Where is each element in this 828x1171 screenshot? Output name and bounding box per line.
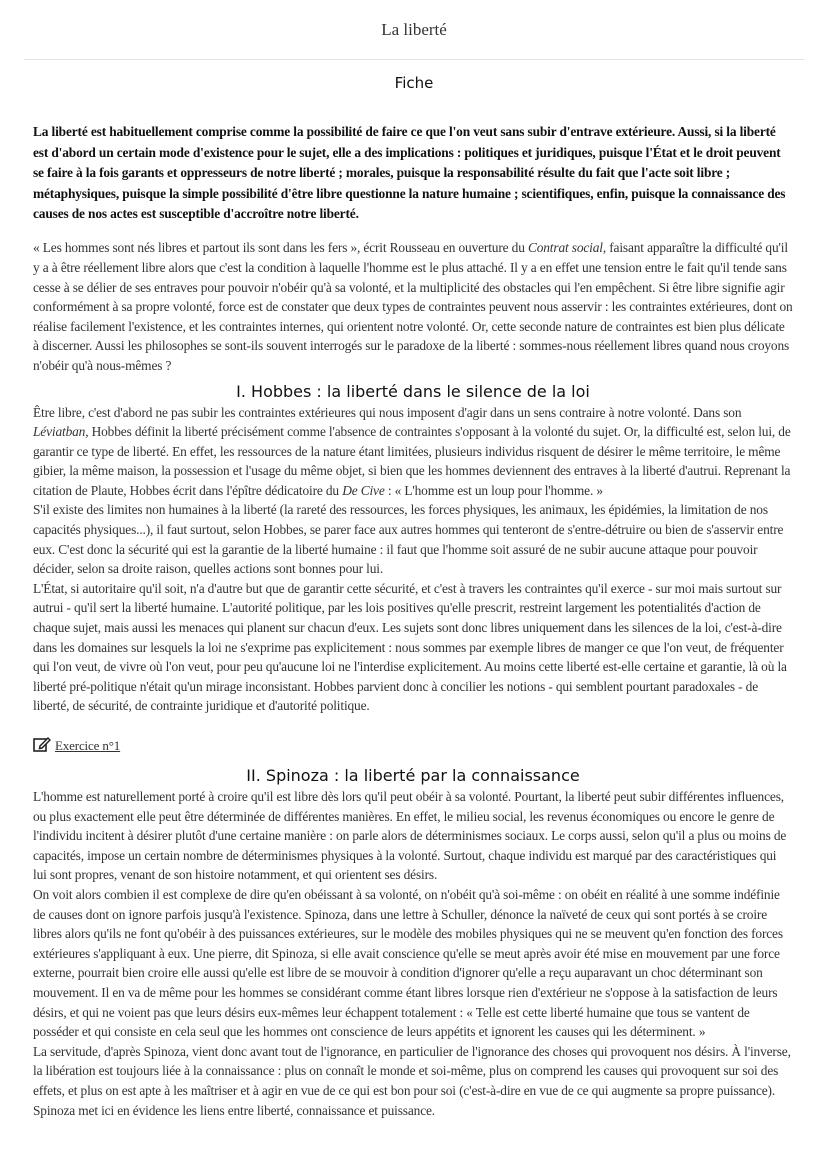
text: , faisant apparaître la difficulté qu'il y a à être réellement libre alors que c'est la condition à laquelle l'homme est le plus attaché. Il y a en effet une tension entre le fait qu'il tende sans cesse à se délier de ses entraves pour pouvoir n'obéir qu'à sa volonté, et la multiplicité des obstacles qui l'en empêchent. Si être libre signifie agir conformément à sa propre volonté, force est de constater que deux types de contraintes peuvent nous asservir : les contraintes extérieures, dont on réalise facilement l'existence, et les contraintes internes, qui orientent notre volonté. Or, cette seconde nature de contraintes est bien plus délicate à discerner. Aussi les philosophes se sont-ils souvent interrogés sur le paradoxe de la liberté : sommes-nous réellement libres quand nous croyons n'obéir qu'à nous-mêmes ? (33, 240, 793, 373)
spinoza-paragraph-1: L'homme est naturellement porté à croire qu'il est libre dès lors qu'il peut obéir à sa volonté. Pourtant, la liberté peut subir différentes influences, ou plus exactement elle peut être déterminée de différentes manières. En effet, le milieu social, les revenus économiques ou encore le genre de l'individu incitent à désirer plutôt d'une certaine manière : on parle alors de déterminismes sociaux. Le corps aussi, selon qu'il a plus ou moins de capacités, impose un certain nombre de déterminismes physiques à la volonté. Surtout, chaque individu est marqué par des caractéristiques qui lui sont propres, venant de son histoire notamment, et qui orientent ses désirs. (33, 789, 787, 883)
divider (24, 59, 804, 60)
text: « Les hommes sont nés libres et partout ils sont dans les fers », écrit Rousseau en ouverture du (33, 240, 528, 256)
edit-icon (33, 736, 51, 756)
book-title: Contrat social (527, 240, 603, 256)
spinoza-paragraph-2: On voit alors combien il est complexe de dire qu'en obéissant à sa volonté, on n'obéit qu'à soi-même : on obéit en réalité à une somme indéfinie de causes dont on ignore parfois jusqu'à l'existence. Spinoza, dans une lettre à Schuller, dénonce la naïveté de ceux qui sont portés à se croire libres alors qu'ils ne font qu'obéir à des puissances extérieures, sur le modèle des mobiles physiques qui ne se meuvent qu'en fonction des forces extérieures s'appliquant à eux. Une pierre, dit Spinoza, si elle avait conscience qu'elle se meut après avoir été mise en mouvement par une force externe, pourrait bien croire elle aussi qu'elle est libre de se mouvoir à condition d'ignorer qu'elle a reçu auparavant un choc déterminant son mouvement. Il en va de même pour les hommes se considérant comme étant libres lorsque rien d'extérieur ne s'oppose à la satisfaction de leurs désirs, et qui ne voient pas que leurs désirs eux-mêmes leur échappent totalement : « Telle est cette liberté humaine que tous se vantent de posséder et qui consiste en cela seul que les hommes ont conscience de leurs appétits et ignorent les causes qui les déterminent. » (33, 886, 783, 1040)
section-heading-spinoza: II. Spinoza : la liberté par la connaissance (246, 766, 580, 786)
text: Être libre, c'est d'abord ne pas subir les contraintes extérieures qui nous imposent d'agir dans un sens contraire à notre volonté. Dans son (33, 404, 742, 420)
intro-summary: La liberté est habituellement comprise comme la possibilité de faire ce que l'on veut sans subir d'entrave extérieure. Aussi, si la liberté est d'abord un certain mode d'existence pour le sujet, elle a des implications : politiques et juridiques, puisque l'État et le droit peuvent se faire à la fois garants et oppresseurs de notre liberté ; morales, puisque la responsabilité résulte du fait que l'acte soit libre ; métaphysiques, puisque la simple possibilité d'être libre questionne la nature humaine ; scientifiques, enfin, puisque la connaissance des causes de nos actes est susceptible d'accroître notre liberté. (33, 124, 786, 222)
exercise-link[interactable]: Exercice n°1 (55, 738, 121, 754)
hobbes-paragraph-1 (33, 403, 793, 501)
page-title: La liberté (381, 20, 447, 39)
exercise-link-row[interactable] (33, 736, 793, 756)
fiche-heading: Fiche (394, 74, 434, 92)
text: , Hobbes définit la liberté précisément comme l'absence de contraintes s'opposant à la volonté du sujet. Or, la difficulté est, selon lui, de garantir ce type de liberté. En effet, les ressources de la nature étant limitées, plusieurs individus risquent de désirer le même territoire, le même gibier, la même maison, la possession et l'usage du même objet, si bien que les hommes deviennent des entraves à la liberté d'autrui. Reprenant la citation de Plaute, Hobbes écrit dans l'épître dédicatoire du (33, 424, 791, 498)
spinoza-paragraph-3: La servitude, d'après Spinoza, vient donc avant tout de l'ignorance, en particulier de l'ignorance des choses qui provoquent nos désirs. À l'inverse, la libération est toujours liée à la connaissance : plus on connaît le monde et soi-même, plus on comprend les causes qui provoquent sur soi des effets, et plus on est apte à les maîtriser et à agir en vue de ce qui est bon pour soi (c'est-à-dire en vue de ce qui augmente sa propre puissance). Spinoza met ici en évidence les liens entre liberté, connaissance et puissance. (33, 1043, 791, 1118)
article-content (33, 122, 793, 1120)
hobbes-paragraph-2: S'il existe des limites non humaines à la liberté (la rareté des ressources, les forces physiques, les animaux, les épidémies, la limitation de nos capacités physiques...), il faut surtout, selon Hobbes, se parer face aux autres hommes qui tenteront de s'entre-détruire ou bien de s'asservir entre eux. C'est donc la sécurité qui est la garantie de la liberté humaine : il faut que l'homme soit assuré de ne subir aucune attaque pour pouvoir décider, selon sa droite raison, quelles actions sont bonnes pour lui. (33, 502, 784, 577)
text: : « L'homme est un loup pour l'homme. » (384, 482, 603, 498)
book-title: De Cive (342, 482, 385, 498)
problem-paragraph (33, 238, 793, 375)
hobbes-paragraph-3: L'État, si autoritaire qu'il soit, n'a d'autre but que de garantir cette sécurité, et c'est à travers les contraintes qu'il exerce - sur moi mais surtout sur autrui - qu'il sert la liberté humaine. L'autorité politique, par les lois positives qu'elle prescrit, restreint largement les potentialités d'action de chaque sujet, mais aussi les menaces qui planent sur chacun d'eux. Les sujets sont donc libres uniquement dans les silences de la loi, c'est-à-dire dans les domaines sur lesquels la loi ne s'exprime pas explicitement : nous sommes par exemple libres de manger ce que l'on veut, de fréquenter qui l'on veut, de vivre où l'on veut, pour peu qu'aucune loi ne l'interdise explicitement. Au moins cette liberté est-elle certaine et garantie, là où la liberté pré-politique n'était qu'un mirage inconsistant. Hobbes parvient donc à concilier les notions - qui semblent pourtant paradoxales - de liberté, de sécurité, de contrainte juridique et d'autorité politique. (33, 580, 787, 714)
book-title: Léviatban (33, 424, 86, 440)
section-heading-hobbes: I. Hobbes : la liberté dans le silence de la loi (236, 381, 590, 401)
